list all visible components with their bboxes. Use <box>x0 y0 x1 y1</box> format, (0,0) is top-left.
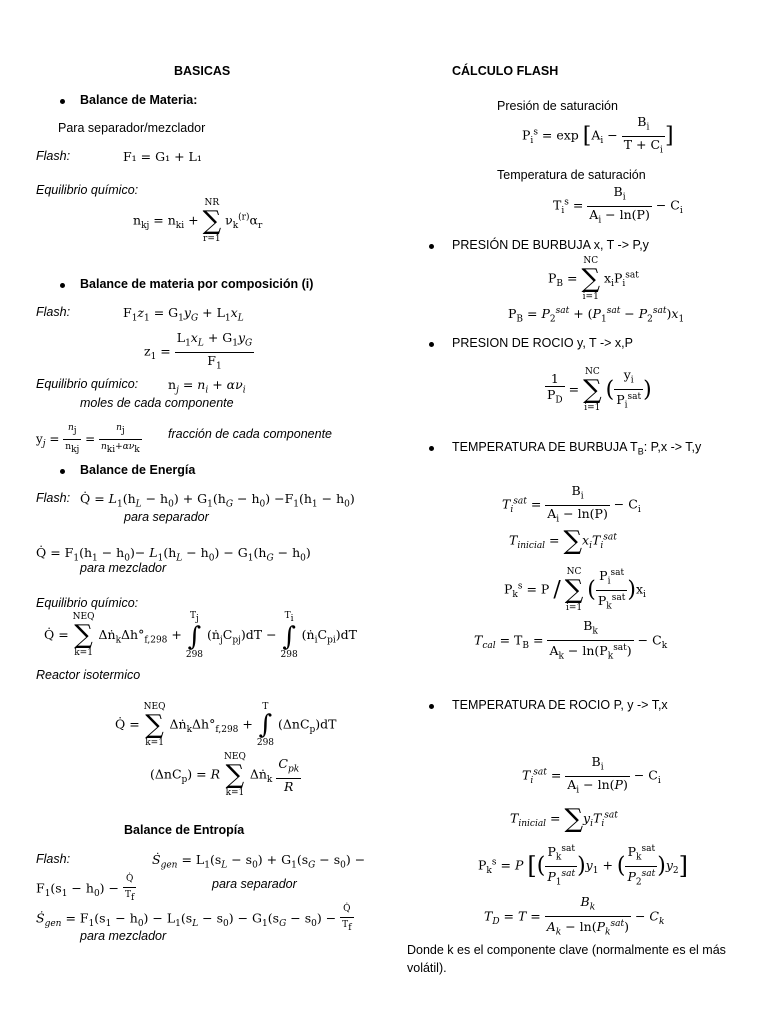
equation-sgen-flash: Ṡ$_{gen}$ = $L_1(s_L - s_0) + G_1(s_G - s_0)$ − <box>152 852 366 871</box>
heading-balance-materia: Balance de Materia: <box>80 93 198 107</box>
equation-tisat-rocio: $T_i^{sat}$ = $\frac{B_i}{A_i - \ln(P)}$ − $C_i$ <box>522 754 661 795</box>
equation-pks-burbuja: $P_k^s = P$ / NC ∑ i=1 ( $P_i^{sat}$ $P_k^{sat}$ )$x_i$ <box>504 567 646 614</box>
text-temperatura-burbuja-sub: B <box>637 446 644 457</box>
equation-nj: $n_j = n_i + \alpha\nu_i$ <box>168 377 246 396</box>
bullet-dot <box>60 469 65 474</box>
equation-q-flash: Q̇ = $L_1(h_L - h_0) + G_1(h_G - h_0) -F_1(h_1 - h_0)$ <box>80 491 355 510</box>
equation-nkj: $n_{kj} = n_{ki}$ + NR ∑ r=1 $\nu_k^{(r)}\alpha_r$ <box>133 198 263 244</box>
heading-balance-energia: Balance de Energía <box>80 463 196 477</box>
equation-pis: $P_i^s = \exp [A_i$ − $\frac{B_i}{T + C_i}$ ] <box>522 114 674 155</box>
equation-pd: $\frac{1}{P_D}$ = NC ∑ i=1 ( $y_i$ $P_i^{sat}$ ) <box>547 367 652 414</box>
label-flash-2: Flash: <box>36 305 71 319</box>
bullet-dot <box>60 283 65 288</box>
text-temperatura-burbuja-rest: : P,x -> T,y <box>643 440 702 454</box>
bullet-dot <box>429 704 434 709</box>
heading-balance-composicion: Balance de materia por composición (i) <box>80 277 314 291</box>
equation-f1z1: $F_1z_1 = G_1y_G + L_1x_L$ <box>123 305 244 324</box>
text-para-separador-1: para separador <box>124 510 209 524</box>
text-para-mezclador-2: para mezclador <box>80 929 167 943</box>
equation-tcal-burbuja: $T_{cal} = T_B$ = $B_k$ $A_k - \ln(P_k^{sat})$ − $C_k$ <box>474 618 668 662</box>
bullet-dot <box>60 99 65 104</box>
text-presion-saturacion: Presión de saturación <box>497 99 618 113</box>
equation-q-mezclador: Q̇ = $F_1(h_1 - h_0)- L_1(h_L - h_0) - G_1(h_G - h_0)$ <box>36 545 311 564</box>
heading-balance-entropia: Balance de Entropía <box>124 823 245 837</box>
equation-pb-sum: $P_B$ = NC ∑ i=1 $x_iP_i^{sat}$ <box>548 256 639 302</box>
equation-pks-rocio: $P_k^s = P$ [( $P_k^{sat}$ $P_1^{sat}$ )$y_1$ + ( $P_k^{sat}$ $P_2^{sat}$ )$y_2$] <box>478 844 689 888</box>
equation-pb-binary: $P_B = P_2^{sat} + (P_1^{sat} - P_2^{sat})x_1$ <box>508 306 685 325</box>
text-donde-k: Donde k es el componente clave (normalmente es el más volátil). <box>407 943 726 975</box>
equation-sgen-mezclador: Ṡ$_{gen}$ = $F_1(s_1 - h_0) - L_1(s_L - s_0) - G_1(s_G - s_0)$ − $\frac{Q̇}{T_f}$ <box>36 904 352 933</box>
equation-tis: $T_i^s$ = $\frac{B_i}{A_i - \ln(P)}$ − $C_i$ <box>553 184 683 225</box>
equation-tinicial-burbuja: $T_{inicial} = \sum x_iT_i^{sat}$ <box>509 526 617 556</box>
text-presion-rocio: PRESION DE ROCIO y, T -> x,P <box>452 336 633 350</box>
equation-sgen-flash-cont: $F_1(s_1 - h_0)$ − $\frac{Q̇}{T_f}$ <box>36 874 135 903</box>
equation-td-rocio: $T_D = T$ = $B_k$ $A_k - \ln(P_k^{sat})$ − $C_k$ <box>484 894 665 938</box>
text-reactor-isotermico: Reactor isotermico <box>36 668 141 682</box>
label-flash-1: Flash: <box>36 149 71 163</box>
text-para-separador-2: para separador <box>212 877 297 891</box>
label-equilibrio-3: Equilibrio químico: <box>36 596 139 610</box>
bullet-dot <box>429 244 434 249</box>
label-flash-4: Flash: <box>36 852 71 866</box>
label-equilibrio-1: Equilibrio químico: <box>36 183 139 197</box>
equation-q-reactor: Q̇ = NEQ ∑ k=1 $\Delta ṅ_k\Delta h^\circ_{f,298} + T$ ∫ 298 (ΔnC$_p$)dT <box>115 702 337 748</box>
equation-yj: $y_j$ = $n_j$ $n_{kj}$ = $n_j$ $n_{ki}+\alpha\nu_k$ <box>36 423 140 455</box>
text-temperatura-rocio: TEMPERATURA DE ROCIO P, y -> T,x <box>452 698 668 712</box>
bullet-dot <box>429 342 434 347</box>
text-presion-burbuja: PRESIÓN DE BURBUJA x, T -> P,y <box>452 238 649 252</box>
bullet-dot <box>429 446 434 451</box>
equation-f1: F₁ = G₁ + L₁ <box>123 149 202 164</box>
text-moles-cada: moles de cada componente <box>80 396 234 410</box>
equation-z1: $z_1$ = $\frac{L_1x_L + G_1y_G}{F_1}$ <box>144 330 253 371</box>
equation-tinicial-rocio: $T_{inicial} = \sum y_iT_i^{sat}$ <box>510 804 618 834</box>
text-temperatura-burbuja <box>452 440 701 457</box>
equation-tisat-burbuja: $T_i^{sat}$ = $\frac{B_i}{A_i - \ln(P)}$ − $C_i$ <box>502 483 641 524</box>
text-para-separador-mezclador: Para separador/mezclador <box>58 121 206 135</box>
text-temperatura-burbuja-label: TEMPERATURA DE BURBUJA T <box>452 440 638 454</box>
label-flash-3: Flash: <box>36 491 71 505</box>
right-title: CÁLCULO FLASH <box>452 64 559 78</box>
equation-q-equilibrio: Q̇ = NEQ ∑ k=1 $\Delta ṅ_k\Delta h^\circ_{f,298} + T_j$ ∫ 298 $(ṅ_jC_{pj})dT - T_i$ ∫ 298 $(ṅ_iC_{pi})dT$ <box>44 611 357 660</box>
text-para-mezclador-1: para mezclador <box>80 561 167 575</box>
text-fraccion-cada: fracción de cada componente <box>168 427 332 441</box>
label-equilibrio-2: Equilibrio químico: <box>36 377 139 391</box>
text-temperatura-saturacion: Temperatura de saturación <box>497 168 646 182</box>
equation-delta-ncp: (ΔnC$_p$) = R NEQ ∑ k=1 Δṅ$_k$ $C_{pk}$ R <box>150 752 300 798</box>
left-title: BASICAS <box>174 64 231 78</box>
